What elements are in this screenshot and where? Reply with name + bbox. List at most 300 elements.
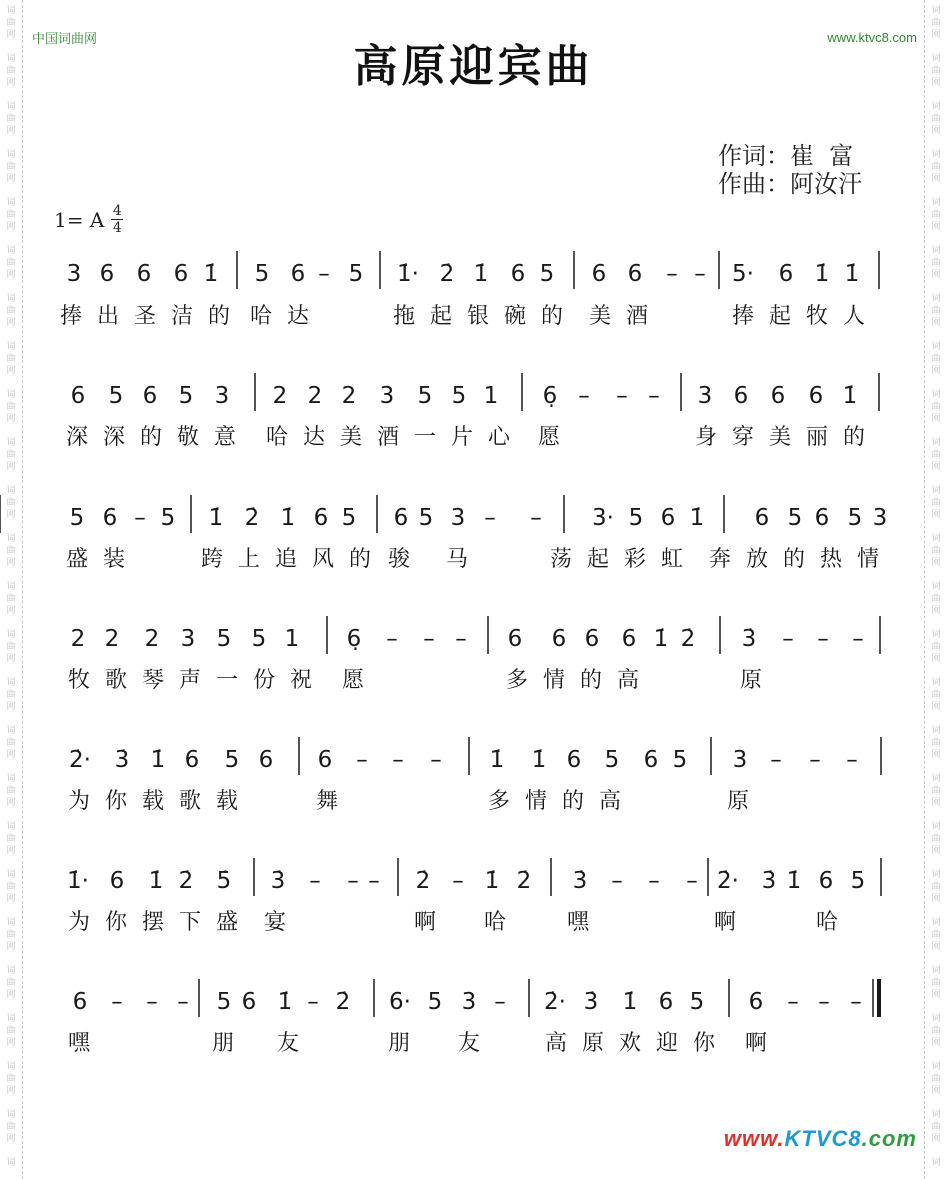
watermark-char: 曲	[931, 354, 941, 364]
note: 6̣	[346, 626, 362, 652]
watermark-char: 曲	[931, 738, 941, 748]
watermark-char: 网	[931, 174, 941, 184]
dash-note: –	[578, 383, 590, 409]
dash-note: –	[423, 626, 435, 652]
note: 6	[627, 261, 643, 287]
dash-note: –	[817, 626, 829, 652]
watermark-char: 网	[931, 894, 941, 904]
lyric: 跨上追风的	[201, 547, 387, 572]
note: 5	[224, 747, 240, 773]
lyric: 朋	[212, 1031, 250, 1056]
site-name-left: 中国词曲网	[32, 32, 98, 47]
watermark-char: 网	[931, 750, 941, 760]
watermark-char: 曲	[931, 258, 941, 268]
watermark-char: 网	[6, 270, 16, 280]
lyric: 美酒	[589, 304, 664, 329]
lyric: 高原欢迎你	[545, 1031, 731, 1056]
note: 6	[393, 505, 409, 531]
watermark-char: 曲	[931, 978, 941, 988]
note: 5	[216, 989, 232, 1015]
watermark-char: 曲	[6, 882, 16, 892]
watermark-char: 词	[931, 822, 941, 832]
watermark-char: 曲	[6, 786, 16, 796]
note: 6	[660, 505, 676, 531]
note: 5	[348, 261, 364, 287]
watermark-char: 词	[931, 1062, 941, 1072]
note: 6	[142, 383, 158, 409]
watermark-char: 网	[931, 126, 941, 136]
watermark-char: 曲	[931, 642, 941, 652]
note: 5	[787, 505, 803, 531]
note: 2̇	[178, 868, 194, 894]
note: 3̇	[572, 868, 588, 894]
watermark-char: 曲	[6, 306, 16, 316]
watermark-char: 网	[6, 990, 16, 1000]
watermark-char: 网	[931, 414, 941, 424]
watermark-char: 曲	[931, 210, 941, 220]
watermark-char: 词	[931, 966, 941, 976]
note: 1̇	[842, 383, 858, 409]
watermark-char: 曲	[6, 450, 16, 460]
watermark-char: 网	[931, 702, 941, 712]
watermark-char: 词	[931, 1158, 941, 1168]
note: 3	[66, 261, 82, 287]
lyric: 嘿	[567, 910, 605, 935]
dash-note: –	[770, 747, 782, 773]
watermark-char: 网	[6, 1086, 16, 1096]
note: 3	[180, 626, 196, 652]
note: 1̇	[203, 261, 219, 287]
watermark-char: 网	[931, 654, 941, 664]
watermark-char: 词	[931, 726, 941, 736]
note: 5	[178, 383, 194, 409]
dash-note: –	[782, 626, 794, 652]
watermark-char: 网	[6, 510, 16, 520]
dash-note: –	[177, 989, 189, 1015]
note: 6	[317, 747, 333, 773]
dash-note: –	[386, 626, 398, 652]
note: 1̇·	[67, 868, 89, 894]
dash-note: –	[787, 989, 799, 1015]
watermark-char: 曲	[6, 114, 16, 124]
lyric: 啊	[745, 1031, 783, 1056]
watermark-char: 词	[6, 342, 16, 352]
watermark-char: 词	[6, 1158, 16, 1168]
note: 2̇	[439, 261, 455, 287]
watermark-char: 曲	[931, 834, 941, 844]
watermark-char: 词	[6, 198, 16, 208]
note: 6	[173, 261, 189, 287]
dash-note: –	[666, 261, 678, 287]
dash-note: –	[648, 868, 660, 894]
watermark-char: 网	[6, 558, 16, 568]
lyric: 为你载歌载	[68, 789, 254, 814]
lyric: 啊	[714, 910, 752, 935]
watermark-char: 曲	[931, 786, 941, 796]
lyric: 牧歌琴声一份祝	[68, 668, 328, 693]
watermark-char: 词	[6, 390, 16, 400]
lyric: 愿	[538, 425, 576, 450]
watermark-char: 曲	[931, 594, 941, 604]
watermark-char: 曲	[931, 402, 941, 412]
watermark-char: 曲	[931, 498, 941, 508]
watermark-char: 网	[931, 30, 941, 40]
note: 6	[241, 989, 257, 1015]
lyric: 身穿美丽的	[695, 425, 881, 450]
note: 5	[251, 626, 267, 652]
note: 2̇	[680, 626, 696, 652]
watermark-char: 曲	[931, 546, 941, 556]
song-title: 高原迎宾曲	[353, 41, 594, 92]
note: 5	[160, 505, 176, 531]
watermark-char: 曲	[931, 1122, 941, 1132]
note: 6	[808, 383, 824, 409]
note: 6	[70, 383, 86, 409]
watermark-char: 网	[6, 702, 16, 712]
note: 1̇	[814, 261, 830, 287]
watermark-char: 曲	[6, 1074, 16, 1084]
watermark-char: 曲	[931, 1026, 941, 1036]
lyric: 深深的敬意	[66, 425, 252, 450]
note: 6	[184, 747, 200, 773]
note: 3·	[592, 505, 614, 531]
note: 6	[99, 261, 115, 287]
watermark-char: 曲	[6, 1026, 16, 1036]
lyric: 哈	[484, 910, 522, 935]
watermark-char: 网	[931, 270, 941, 280]
watermark-char: 网	[6, 78, 16, 88]
watermark-char: 词	[931, 150, 941, 160]
lyric: 友	[277, 1031, 315, 1056]
watermark-char: 词	[6, 678, 16, 688]
watermark-char: 词	[6, 726, 16, 736]
watermark-char: 词	[6, 438, 16, 448]
note: 6	[733, 383, 749, 409]
note: 2̇	[415, 868, 431, 894]
watermark-char: 曲	[6, 834, 16, 844]
note: 1̇	[531, 747, 547, 773]
ktvc8-logo	[724, 1126, 917, 1152]
watermark-char: 词	[931, 630, 941, 640]
note: 3	[214, 383, 230, 409]
note: 1̇	[473, 261, 489, 287]
watermark-char: 词	[6, 150, 16, 160]
note: 5	[427, 989, 443, 1015]
dash-note: –	[368, 868, 380, 894]
watermark-char: 网	[931, 222, 941, 232]
watermark-char: 词	[6, 774, 16, 784]
note: 1̇	[277, 989, 293, 1015]
note: 1̇	[653, 626, 669, 652]
note: 5	[451, 383, 467, 409]
watermark-char: 词	[6, 534, 16, 544]
note: 5·	[732, 261, 754, 287]
watermark-char: 曲	[6, 978, 16, 988]
watermark-char: 词	[931, 342, 941, 352]
watermark-char: 词	[931, 918, 941, 928]
watermark-char: 词	[6, 1014, 16, 1024]
lyric: 捧起牧人	[732, 304, 881, 329]
watermark-char: 曲	[931, 18, 941, 28]
lyric: 友	[458, 1031, 496, 1056]
watermark-char: 网	[931, 846, 941, 856]
watermark-char: 词	[931, 870, 941, 880]
note: 1̇	[150, 747, 166, 773]
dash-note: –	[347, 868, 359, 894]
watermark-char: 网	[931, 366, 941, 376]
note: 5	[216, 626, 232, 652]
watermark-char: 词	[6, 918, 16, 928]
watermark-char: 词	[6, 294, 16, 304]
note: 6	[643, 747, 659, 773]
watermark-char: 网	[931, 558, 941, 568]
dash-note: –	[392, 747, 404, 773]
logo-part-com: .com	[861, 1126, 917, 1151]
watermark-char: 网	[6, 366, 16, 376]
note: 2̇	[516, 868, 532, 894]
lyric: 马	[446, 547, 484, 572]
note: 5	[254, 261, 270, 287]
watermark-char: 曲	[931, 882, 941, 892]
note: 3̇	[583, 989, 599, 1015]
dash-note: –	[134, 505, 146, 531]
note: 1̇	[489, 747, 505, 773]
time-top: 4	[112, 203, 122, 219]
dash-note: –	[494, 989, 506, 1015]
note: 5	[341, 505, 357, 531]
watermark-char: 网	[6, 318, 16, 328]
note: 6	[72, 989, 88, 1015]
watermark-char: 网	[931, 462, 941, 472]
note: 6·	[389, 989, 411, 1015]
lyric: 愿	[342, 668, 380, 693]
watermark-char: 网	[931, 78, 941, 88]
dash-note: –	[809, 747, 821, 773]
watermark-char: 词	[6, 246, 16, 256]
watermark-char: 曲	[6, 402, 16, 412]
note: 3	[461, 989, 477, 1015]
logo-part-www: www.	[723, 1126, 785, 1151]
note: 5	[672, 747, 688, 773]
watermark-char: 曲	[6, 498, 16, 508]
lyric: 原	[727, 789, 765, 814]
time-bottom: 4	[112, 220, 122, 236]
dash-note: –	[484, 505, 496, 531]
composer-name: 阿汝汗	[790, 170, 862, 198]
lyric: 哈达	[250, 304, 325, 329]
watermark-char: 词	[6, 870, 16, 880]
note: 6	[566, 747, 582, 773]
watermark-char: 网	[6, 942, 16, 952]
lyric: 啊	[414, 910, 452, 935]
note: 1̇	[148, 868, 164, 894]
note: 1̇	[622, 989, 638, 1015]
note: 5	[604, 747, 620, 773]
watermark-char: 网	[6, 30, 16, 40]
watermark-char: 词	[6, 102, 16, 112]
lyric: 宴	[264, 910, 302, 935]
dash-note: –	[356, 747, 368, 773]
note: 6	[591, 261, 607, 287]
note: 6	[754, 505, 770, 531]
dash-note: –	[611, 868, 623, 894]
note: 5	[850, 868, 866, 894]
watermark-char: 网	[931, 1134, 941, 1144]
note: 6	[510, 261, 526, 287]
note: 2	[144, 626, 160, 652]
note: 5	[847, 505, 863, 531]
watermark-char: 曲	[6, 354, 16, 364]
lyric: 哈	[816, 910, 854, 935]
watermark-char: 曲	[6, 1122, 16, 1132]
note: 6	[551, 626, 567, 652]
note: 2	[104, 626, 120, 652]
dash-note: –	[818, 989, 830, 1015]
lyric: 骏	[388, 547, 426, 572]
note: 1	[483, 383, 499, 409]
dash-note: –	[455, 626, 467, 652]
note: 2̇	[244, 505, 260, 531]
watermark-char: 网	[6, 750, 16, 760]
lyric: 为你摆下盛	[68, 910, 254, 935]
watermark-char: 词	[931, 534, 941, 544]
watermark-char: 曲	[931, 162, 941, 172]
watermark-char: 网	[931, 990, 941, 1000]
watermark-char: 网	[931, 942, 941, 952]
watermark-char: 词	[931, 6, 941, 16]
watermark-char: 曲	[931, 114, 941, 124]
lyricist-name: 崔 富	[790, 142, 854, 170]
watermark-char: 词	[931, 198, 941, 208]
lyric: 原	[740, 668, 778, 693]
watermark-char: 词	[931, 438, 941, 448]
watermark-char: 曲	[6, 258, 16, 268]
note: 3̇	[741, 626, 757, 652]
note: 1̇	[786, 868, 802, 894]
note: 1̇	[484, 868, 500, 894]
note: 1̇	[689, 505, 705, 531]
dash-note: –	[430, 747, 442, 773]
note: 6	[102, 505, 118, 531]
watermark-char: 曲	[6, 18, 16, 28]
watermark-char: 词	[6, 822, 16, 832]
note: 6	[748, 989, 764, 1015]
watermark-char: 网	[6, 174, 16, 184]
note: 6	[770, 383, 786, 409]
note: 2	[70, 626, 86, 652]
watermark-char: 曲	[931, 690, 941, 700]
dash-note: –	[452, 868, 464, 894]
lyric: 舞	[316, 789, 354, 814]
dash-note: –	[852, 626, 864, 652]
watermark-char: 曲	[6, 546, 16, 556]
key-text: 1= A	[54, 207, 105, 232]
watermark-char: 网	[6, 846, 16, 856]
note: 2̇·	[717, 868, 739, 894]
watermark-char: 词	[6, 1062, 16, 1072]
watermark-char: 词	[931, 582, 941, 592]
watermark-char: 词	[6, 630, 16, 640]
site-url-right: www.ktvc8.com	[827, 30, 917, 45]
note: 6	[621, 626, 637, 652]
watermark-char: 词	[6, 54, 16, 64]
watermark-char: 词	[931, 294, 941, 304]
watermark-char: 网	[6, 798, 16, 808]
composer-label: 作曲：	[718, 170, 790, 198]
watermark-char: 词	[6, 582, 16, 592]
watermark-char: 网	[931, 1038, 941, 1048]
watermark-char: 曲	[6, 162, 16, 172]
note: 2	[307, 383, 323, 409]
note: 2̇·	[69, 747, 91, 773]
watermark-char: 词	[931, 102, 941, 112]
dash-note: –	[850, 989, 862, 1015]
note: 1̇	[280, 505, 296, 531]
watermark-char: 词	[931, 54, 941, 64]
lyric: 捧出圣洁的	[60, 304, 246, 329]
watermark-char: 词	[931, 1014, 941, 1024]
watermark-char: 网	[931, 318, 941, 328]
note: 6	[818, 868, 834, 894]
watermark-char: 曲	[6, 738, 16, 748]
lyric: 多情的高	[488, 789, 637, 814]
note: 5̇	[216, 868, 232, 894]
dash-note: –	[616, 383, 628, 409]
note: 5	[689, 989, 705, 1015]
watermark-char: 网	[6, 126, 16, 136]
watermark-char: 曲	[6, 210, 16, 220]
note: 2̇·	[544, 989, 566, 1015]
note: 6	[507, 626, 523, 652]
lyric: 嘿	[68, 1031, 106, 1056]
note: 3̇	[114, 747, 130, 773]
watermark-char: 词	[6, 1110, 16, 1120]
lyricist-label: 作词：	[718, 142, 790, 170]
note: 5	[628, 505, 644, 531]
watermark-char: 词	[931, 678, 941, 688]
note: 5	[69, 505, 85, 531]
dash-note: –	[318, 261, 330, 287]
note: 3	[872, 505, 888, 531]
watermark-char: 曲	[6, 690, 16, 700]
note: 3	[697, 383, 713, 409]
note: 1̇·	[397, 261, 419, 287]
dash-note: –	[694, 261, 706, 287]
lyric: 朋	[388, 1031, 426, 1056]
note: 5	[108, 383, 124, 409]
note: 6	[109, 868, 125, 894]
watermark-char: 曲	[931, 306, 941, 316]
watermark-char: 曲	[6, 66, 16, 76]
watermark-char: 曲	[931, 930, 941, 940]
note: 3̇	[270, 868, 286, 894]
note: 3	[379, 383, 395, 409]
watermark-char: 词	[6, 966, 16, 976]
watermark-char: 网	[6, 654, 16, 664]
watermark-char: 网	[6, 462, 16, 472]
note: 3	[732, 747, 748, 773]
note: 3	[450, 505, 466, 531]
dash-note: –	[530, 505, 542, 531]
note: 2	[341, 383, 357, 409]
watermark-char: 曲	[931, 66, 941, 76]
watermark-char: 词	[931, 1110, 941, 1120]
watermark-char: 网	[6, 606, 16, 616]
watermark-char: 网	[6, 1038, 16, 1048]
watermark-char: 词	[931, 390, 941, 400]
note: 6̣	[542, 383, 558, 409]
note: 6	[778, 261, 794, 287]
